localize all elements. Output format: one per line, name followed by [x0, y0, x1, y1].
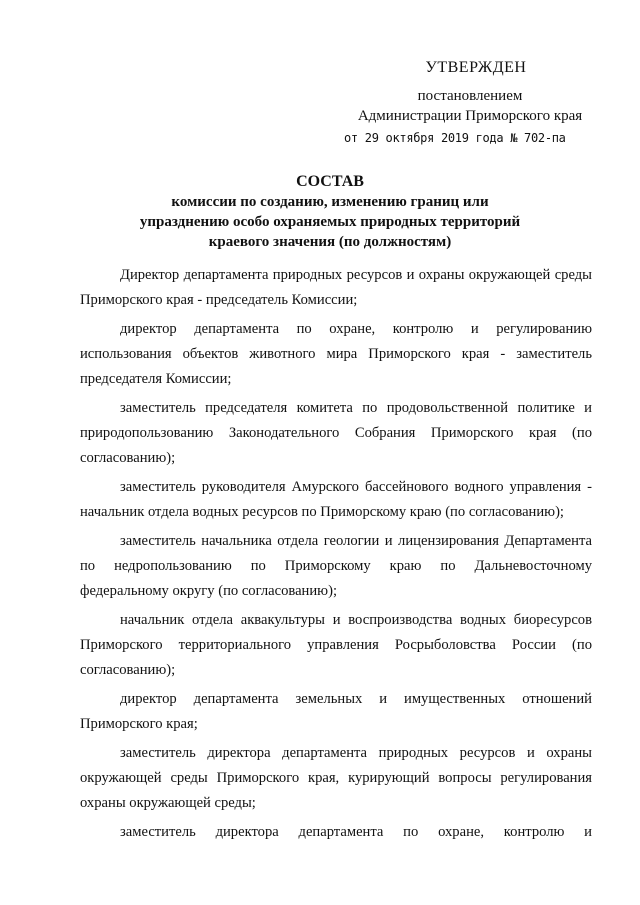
- member-item: начальник отдела аквакультуры и воспроизводства водных биоресурсов Приморского территориального управления Росрыболовства России (по согласованию);: [80, 612, 592, 678]
- approval-date-number: от 29 октября 2019 года № 702-па: [344, 131, 566, 145]
- member-item: директор департамента по охране, контролю и регулированию использования объектов животного мира Приморского края - заместитель председателя Комиссии;: [80, 321, 592, 387]
- member-item: заместитель директора департамента природных ресурсов и охраны окружающей среды Приморского края, курирующий вопросы регулирования охраны окружающей среды;: [80, 745, 592, 811]
- member-item: Директор департамента природных ресурсов и охраны окружающей среды Приморского края - председатель Комиссии;: [80, 267, 592, 308]
- member-item: заместитель начальника отдела геологии и лицензирования Департамента по недропользованию по Приморскому краю по Дальневосточному федеральному округу (по согласованию);: [80, 533, 592, 599]
- approval-block: [340, 58, 600, 148]
- member-item: заместитель директора департамента по охране, контролю и: [120, 824, 592, 840]
- member-item: заместитель председателя комитета по продовольственной политике и природопользованию Законодательного Собрания Приморского края (по согласованию);: [80, 400, 592, 466]
- document-subtitle-line-2: упразднению особо охраняемых природных территорий: [139, 214, 521, 230]
- document-title: СОСТАВ: [296, 173, 364, 190]
- approval-stamp-title: УТВЕРЖДЕН: [425, 59, 527, 76]
- approval-resolution: постановлением: [417, 88, 523, 104]
- members-list: [80, 263, 592, 849]
- approval-authority: Администрации Приморского края: [357, 108, 583, 124]
- document-heading: [60, 172, 600, 252]
- document-subtitle-line-1: комиссии по созданию, изменению границ или: [171, 194, 489, 210]
- member-item: заместитель руководителя Амурского бассейнового водного управления - начальник отдела водных ресурсов по Приморскому краю (по согласованию);: [80, 479, 592, 520]
- document-subtitle-line-3: краевого значения (по должностям): [208, 234, 452, 250]
- member-item: директор департамента земельных и имущественных отношений Приморского края;: [80, 691, 592, 732]
